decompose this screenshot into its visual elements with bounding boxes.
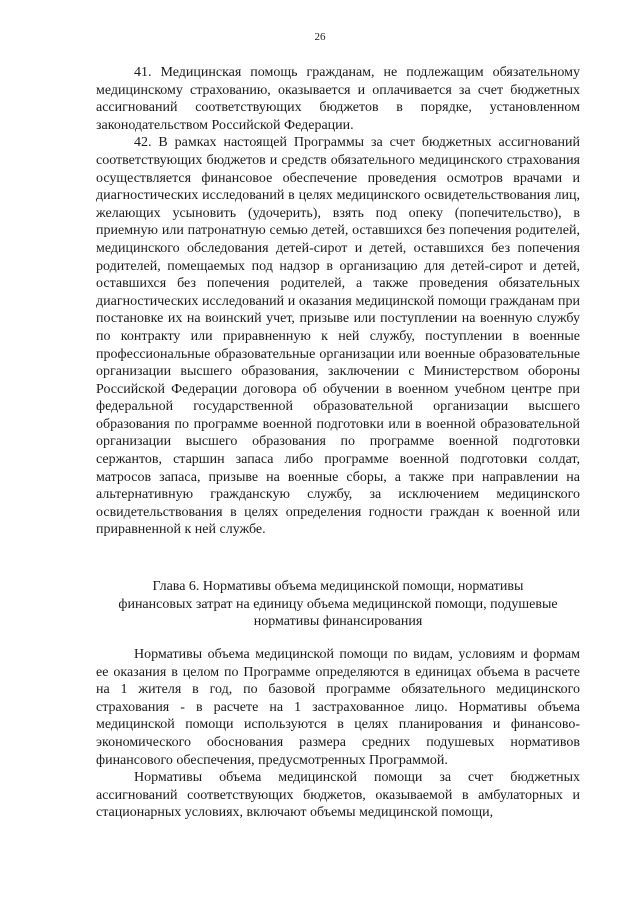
norms-paragraph-1: Нормативы объема медицинской помощи по видам, условиям и формам ее оказания в целом по Программе определяются в единицах объема в расчете на 1 жителя в год, по базовой программе обязательного медицинского страхования - в расчете на 1 застрахованное лицо. Нормативы объема медицинской помощи используются в целях планирования и финансово-экономического обоснования размера средних подушевых нормативов финансового обеспечения, предусмотренных Программой. — [96, 647, 580, 768]
chapter-heading-line-2: финансовых затрат на единицу объема медицинской помощи, подушевые — [118, 596, 558, 612]
section-41-paragraph: 41. Медицинская помощь гражданам, не подлежащим обязательному медицинскому страхованию, оказывается и оплачивается за счет бюджетных ассигнований соответствующих бюджетов в порядке, установленном законодательством Российской Федерации. — [96, 65, 580, 133]
numbered-sections — [96, 64, 580, 539]
chapter-heading-line-3: нормативы финансирования — [253, 614, 423, 630]
section-42-paragraph: 42. В рамках настоящей Программы за счет бюджетных ассигнований соответствующих бюджетов и средств обязательного медицинского страхования осуществляется финансовое обеспечение проведения осмотров врачами и диагностических исследований в целях медицинского освидетельствования лиц, желающих усыновить (удочерить), взять под опеку (попечительство), в приемную или патронатную семью детей, оставшихся без попечения родителей, медицинского обследования детей-сирот и детей, оставшихся без попечения родителей, помещаемых под надзор в организацию для детей-сирот и детей, оставшихся без попечения родителей, а также проведения обязательных диагностических исследований и оказания медицинской помощи гражданам при постановке их на воинский учет, призыве или поступлении на военную службу по контракту или приравненную к ней службу, поступлении в военные профессиональные образовательные организации или военные образовательные организации высшего образования, заключении с Министерством обороны Российской Федерации договора об обучении в военном учебном центре при федеральной государственной образовательной организации высшего образования по программе военной подготовки или в военной образовательной организации высшего образования по программе военной подготовки сержантов, старшин запаса либо программе военной подготовки солдат, матросов запаса, призыве на военные сборы, а также при направлении на альтернативную гражданскую службу, за исключением медицинского освидетельствования в целях определения годности граждан к военной или приравненной к ней службе. — [96, 135, 580, 538]
norms-paragraph-2: Нормативы объема медицинской помощи за счет бюджетных ассигнований соответствующих бюджетов, оказываемой в амбулаторных и стационарных условиях, включают объемы медицинской помощи, — [96, 770, 580, 821]
page-number: 26 — [314, 31, 326, 43]
chapter-heading-line-1: Глава 6. Нормативы объема медицинской помощи, нормативы — [152, 579, 524, 594]
chapter-heading — [96, 578, 580, 631]
chapter-body — [96, 646, 580, 822]
